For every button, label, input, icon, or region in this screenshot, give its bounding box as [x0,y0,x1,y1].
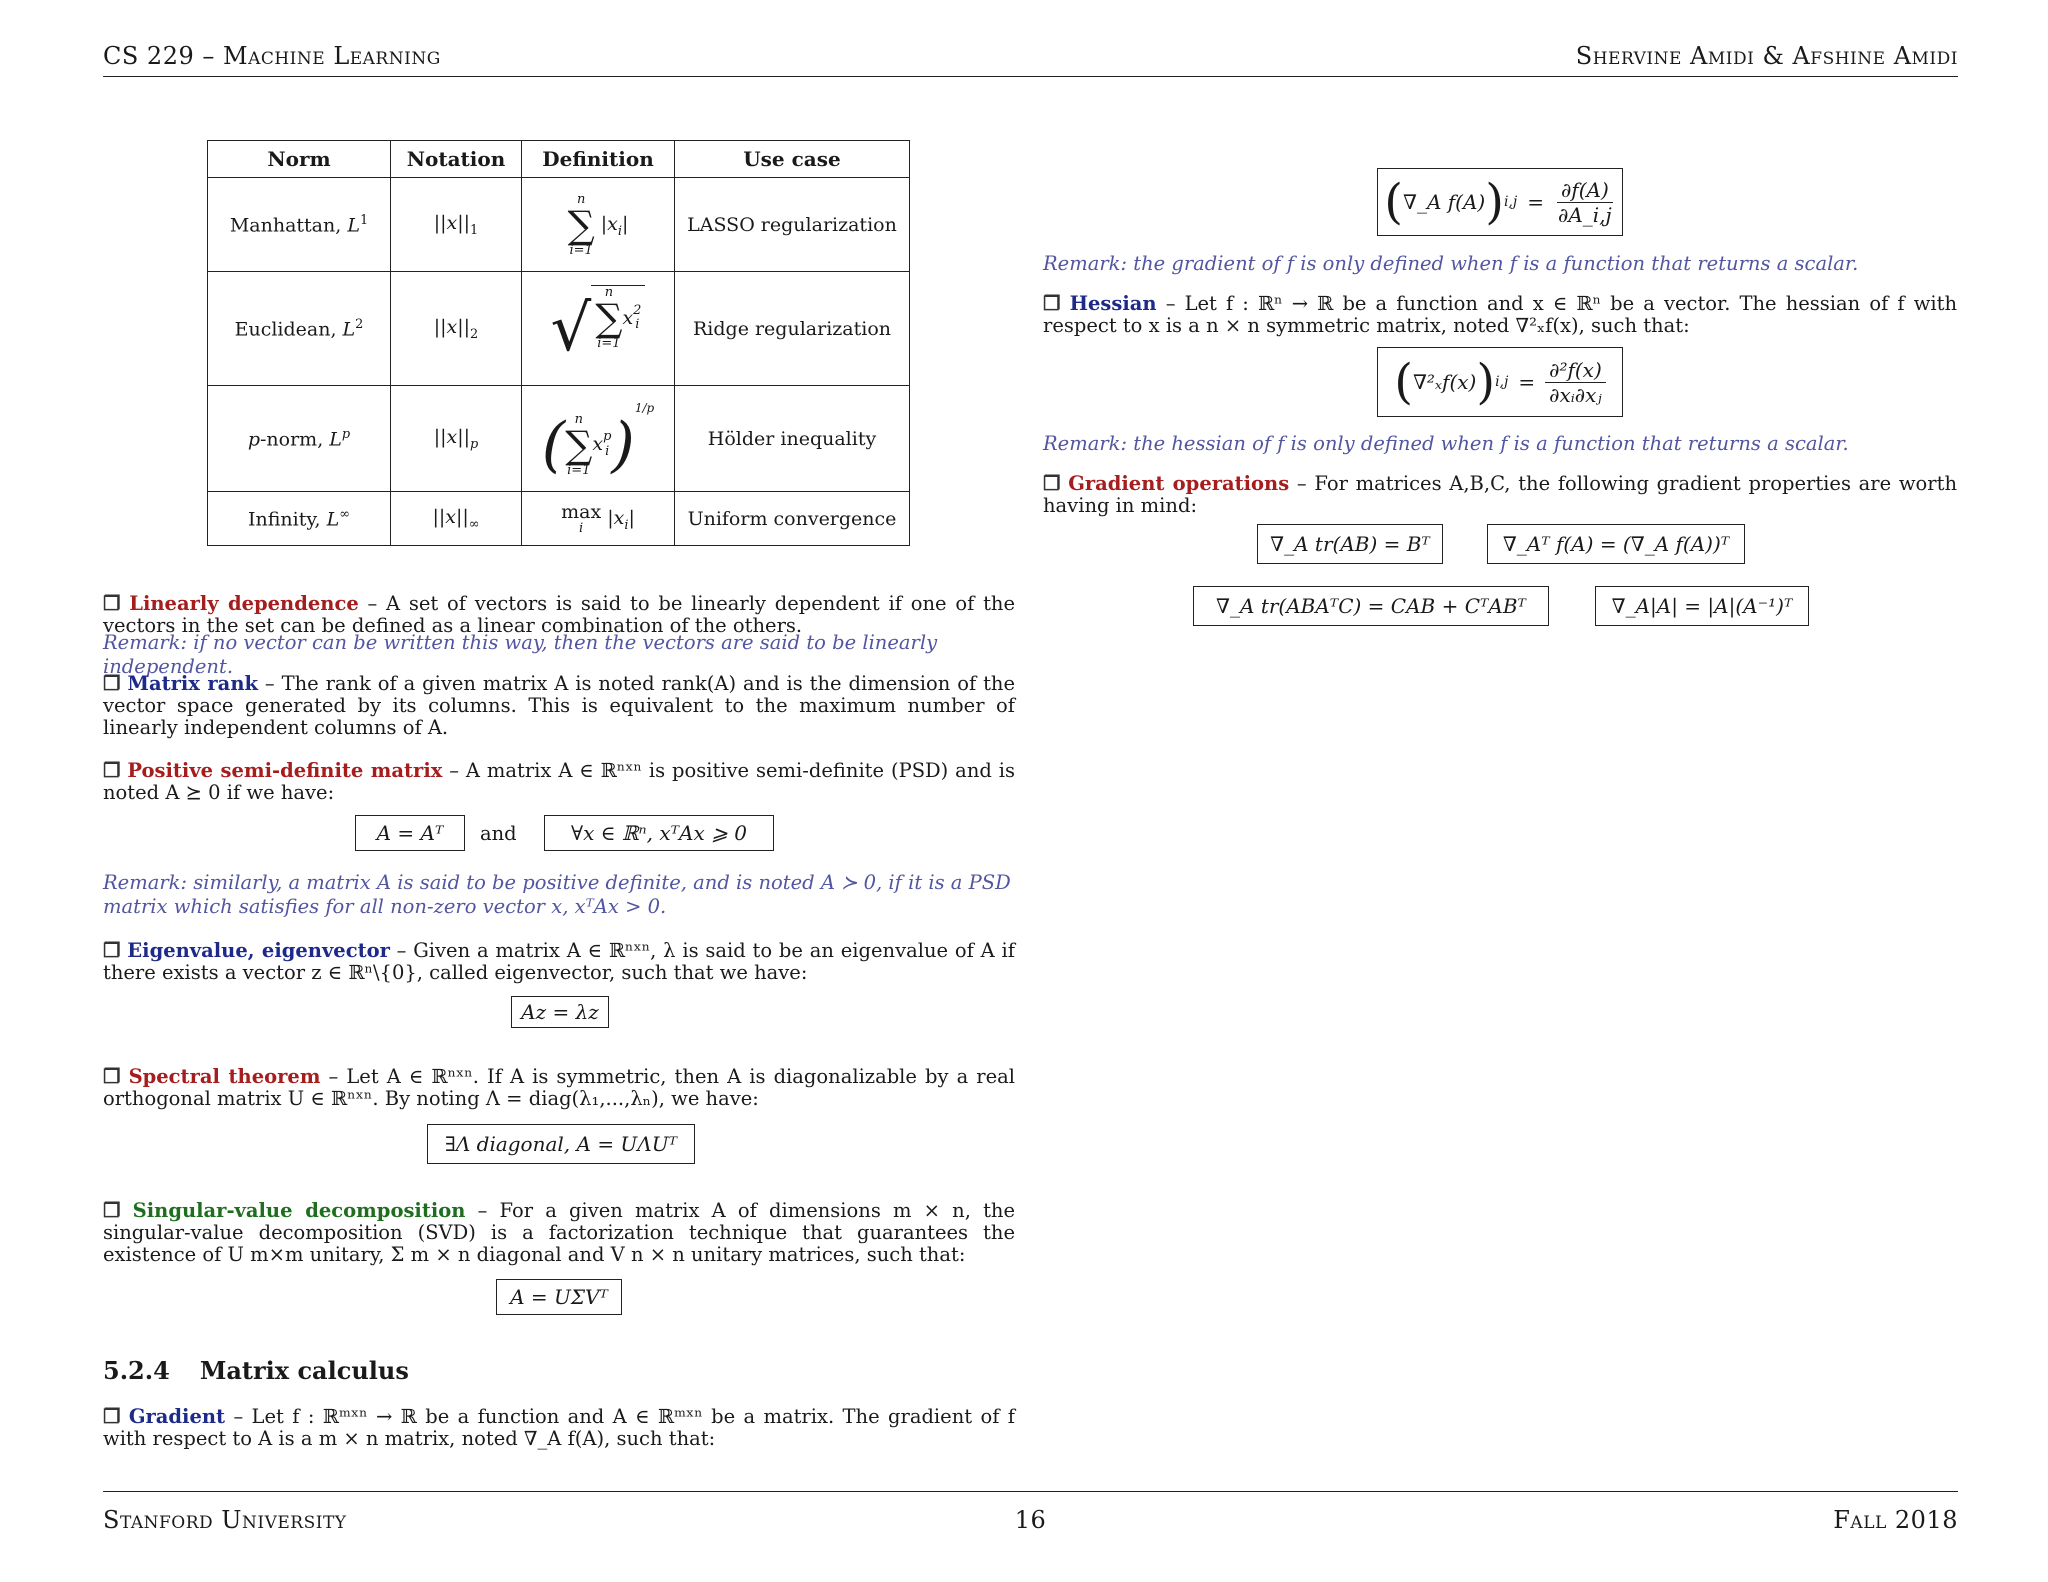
matrix-rank-paragraph: ❐ Matrix rank – The rank of a given matrix A is noted rank(A) and is the dimension of the vector space generated by its columns. This is equivalent to the maximum number of linearly independent columns of A. [103,672,1016,739]
norm-cell: p-norm, $L^p$ [208,386,391,492]
gradient-title: Gradient [128,1405,226,1428]
gradient-paragraph: ❐ Gradient – Let f : ℝᵐˣⁿ → ℝ be a function and A ∈ ℝᵐˣⁿ be a matrix. The gradient of f with respect to A is a m × n matrix, noted ∇_A f(A), such that: [103,1405,1016,1450]
header-course: CS 229 – Machine Learning [103,42,441,70]
psd-title: Positive semi-definite matrix [127,759,443,782]
bullet-icon: ❐ [103,1065,121,1088]
norms-table [207,140,910,546]
spectral-equation: ∃Λ diagonal, A = UΛUᵀ [427,1124,695,1164]
spectral-title: Spectral theorem [128,1065,321,1088]
table-row [208,272,910,386]
notation-cell: $||x||_p$ [391,386,522,492]
notation-cell: $||x||_\infty$ [391,492,522,546]
definition-cell: n ∑ i=1 $|x_i|$ [522,178,675,272]
eigen-paragraph: ❐ Eigenvalue, eigenvector – Given a matrix A ∈ ℝⁿˣⁿ, λ is said to be an eigenvalue of A if there exists a vector z ∈ ℝⁿ\{0}, called eigenvector, such that we have: [103,939,1015,984]
linear-dependence-paragraph: ❐ Linearly dependence – A set of vectors is said to be linearly dependent if one of the vectors in the set can be defined as a linear combination of the others. [103,592,1016,637]
definition-cell: ( n ∑ i=1 x p i )$^{1/p}$ [522,386,675,492]
svd-title: Singular-value decomposition [132,1199,466,1222]
footer-university: Stanford University [103,1506,347,1534]
use-case-cell: Hölder inequality [675,386,910,492]
bullet-icon: ❐ [103,592,121,615]
svd-paragraph: ❐ Singular-value decomposition – For a given matrix A of dimensions m × n, the singular-value decomposition (SVD) is a factorization technique that guarantees the existence of U m×m unitary, Σ m × n diagonal and V n × n unitary matrices, such that: [103,1199,1016,1266]
gradop-determinant: ∇_A|A| = |A|(A⁻¹)ᵀ [1595,586,1809,626]
header-authors: Shervine Amidi & Afshine Amidi [1575,42,1958,70]
page-footer [103,1491,1958,1542]
bullet-icon: ❐ [103,672,121,695]
bullet-icon: ❐ [103,759,121,782]
gradop-trace-abac: ∇_A tr(ABAᵀC) = CAB + CᵀABᵀ [1193,586,1549,626]
table-row [208,492,910,546]
psd-equation-symmetric: A = Aᵀ [355,815,465,851]
psd-remark: Remark: similarly, a matrix A is said to be positive definite, and is noted A ≻ 0, if it is a PSD matrix which satisfies for all non-zero vector x, xᵀAx > 0. [103,871,1011,918]
table-row [208,178,910,272]
gradient-operations-title: Gradient operations [1068,472,1290,495]
gradient-definition-equation: ( ∇_A f(A) ) i,j = $\frac{\partial f(A)}{\partial A\_i,j}$ [1377,168,1623,236]
section-number: 5.2.4 [103,1356,170,1385]
svd-equation: A = UΣVᵀ [496,1279,622,1315]
page-header [103,40,1958,77]
gradop-transpose: ∇_Aᵀ f(A) = (∇_A f(A))ᵀ [1487,524,1745,564]
col-header-notation: Notation [391,141,522,178]
eigen-title: Eigenvalue, eigenvector [127,939,390,962]
bullet-icon: ❐ [1043,292,1061,315]
bullet-icon: ❐ [1043,472,1061,495]
psd-equation-nonneg: ∀x ∈ ℝⁿ, xᵀAx ⩾ 0 [544,815,774,851]
table-row [208,386,910,492]
bullet-icon: ❐ [103,939,121,962]
psd-paragraph: ❐ Positive semi-definite matrix – A matrix A ∈ ℝⁿˣⁿ is positive semi-definite (PSD) and is noted A ⪰ 0 if we have: [103,759,1015,804]
footer-term: Fall 2018 [1833,1506,1958,1534]
use-case-cell: Ridge regularization [675,272,910,386]
col-header-use-case: Use case [675,141,910,178]
col-header-definition: Definition [522,141,675,178]
matrix-rank-title: Matrix rank [127,672,259,695]
psd-and: and [480,822,517,845]
sum-symbol: n ∑ i=1 [567,191,595,258]
linear-dependence-remark: Remark: if no vector can be written this way, then the vectors are said to be linearly independent. [103,631,938,678]
notation-cell: $||x||_2$ [391,272,522,386]
hessian-title: Hessian [1069,292,1157,315]
page-number: 16 [1014,1506,1047,1534]
sqrt-symbol: √ n ∑ i=1 x 2 i [551,297,646,361]
gradient-operations-paragraph: ❐ Gradient operations – For matrices A,B,C, the following gradient properties are worth having in mind: [1043,472,1957,517]
col-header-norm: Norm [208,141,391,178]
norm-cell: Euclidean, $L^2$ [208,272,391,386]
section-title: Matrix calculus [199,1356,409,1385]
spectral-paragraph: ❐ Spectral theorem – Let A ∈ ℝⁿˣⁿ. If A is symmetric, then A is diagonalizable by a real orthogonal matrix U ∈ ℝⁿˣⁿ. By noting Λ = diag(λ₁,...,λₙ), we have: [103,1065,1016,1110]
bullet-icon: ❐ [103,1405,121,1428]
linear-dependence-title: Linearly dependence [129,592,359,615]
definition-cell: max i $|x_i|$ [522,492,675,546]
hessian-definition-equation: ( ∇²ₓf(x) ) i,j = $\frac{\text{∂²f(x)}}{\text{∂xᵢ∂xⱼ}}$ [1377,347,1623,417]
bullet-icon: ❐ [103,1199,121,1222]
notation-cell: $||x||_1$ [391,178,522,272]
hessian-remark: Remark: the hessian of f is only defined when f is a function that returns a scalar. [1043,432,1849,455]
table-header-row [208,141,910,178]
norm-cell: Manhattan, $L^1$ [208,178,391,272]
norm-cell: Infinity, L∞ [208,492,391,546]
hessian-paragraph: ❐ Hessian – Let f : ℝⁿ → ℝ be a function and x ∈ ℝⁿ be a vector. The hessian of f with respect to x is a n × n symmetric matrix, noted ∇²ₓf(x), such that: [1043,292,1958,337]
definition-cell [522,272,675,386]
eigen-equation: Az = λz [511,996,609,1028]
gradop-trace-ab: ∇_A tr(AB) = Bᵀ [1257,524,1443,564]
section-heading [103,1356,409,1385]
use-case-cell: LASSO regularization [675,178,910,272]
gradient-remark: Remark: the gradient of f is only defined when f is a function that returns a scalar. [1043,252,1859,275]
use-case-cell: Uniform convergence [675,492,910,546]
